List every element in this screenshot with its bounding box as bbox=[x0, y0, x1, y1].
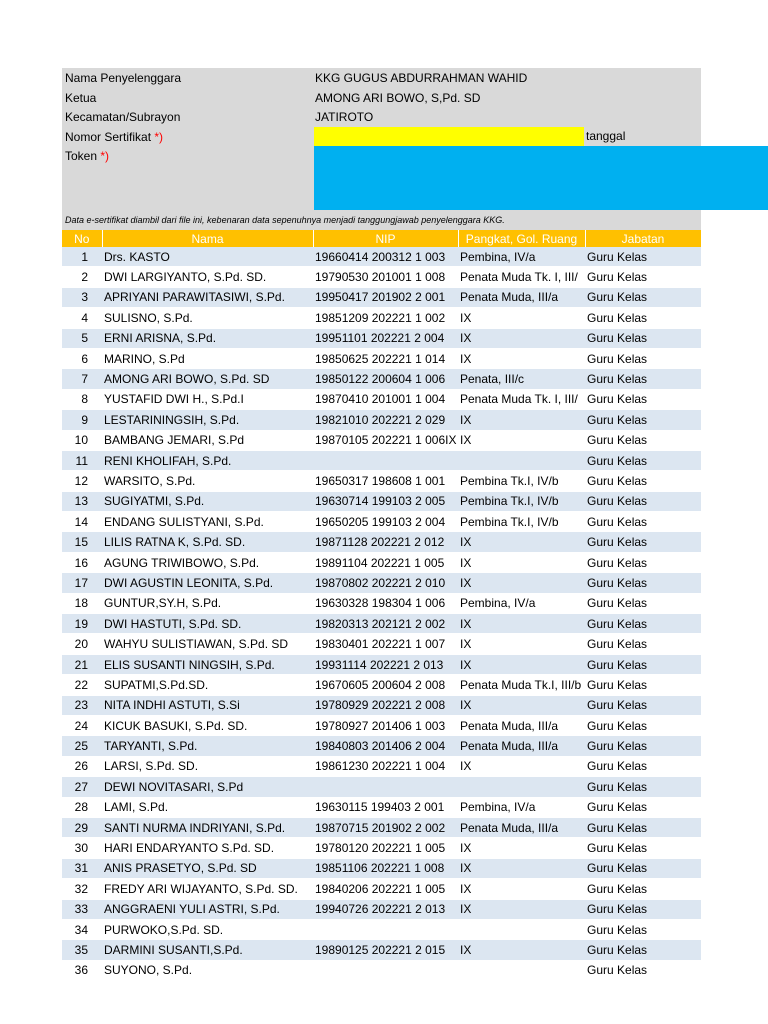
cell-pangkat[interactable] bbox=[458, 777, 585, 797]
table-header-row bbox=[62, 230, 701, 247]
value-kecamatan: JATIROTO bbox=[315, 110, 374, 124]
table-row bbox=[62, 777, 701, 797]
cell-pangkat[interactable]: IX bbox=[458, 573, 585, 593]
cell-nip[interactable]: 19870802 202221 2 010 bbox=[313, 573, 458, 593]
cell-nama[interactable]: DARMINI SUSANTI,S.Pd. bbox=[102, 940, 313, 960]
cell-nip[interactable]: 19840206 202221 1 005 bbox=[313, 879, 458, 899]
cell-jabatan[interactable]: Guru Kelas bbox=[585, 736, 701, 756]
cell-jabatan[interactable]: Guru Kelas bbox=[585, 940, 701, 960]
cell-nip[interactable]: 19870410 201001 1 004 bbox=[313, 389, 458, 409]
cell-nama[interactable]: SUPATMI,S.Pd.SD. bbox=[102, 675, 313, 695]
table-row bbox=[62, 756, 701, 776]
cell-pangkat[interactable]: IX bbox=[458, 654, 585, 674]
cell-nama[interactable]: APRIYANI PARAWITASIWI, S.Pd. bbox=[102, 287, 313, 307]
column-header-no: No bbox=[62, 230, 102, 247]
cell-jabatan[interactable]: Guru Kelas bbox=[585, 838, 701, 858]
cell-no[interactable]: 6 bbox=[62, 348, 102, 368]
table-row bbox=[62, 573, 701, 593]
cell-pangkat[interactable]: IX bbox=[458, 614, 585, 634]
cell-no[interactable]: 5 bbox=[62, 328, 102, 348]
cell-jabatan[interactable]: Guru Kelas bbox=[585, 756, 701, 776]
cell-no[interactable]: 36 bbox=[62, 960, 102, 980]
cell-jabatan[interactable]: Guru Kelas bbox=[585, 247, 701, 267]
cell-nip[interactable]: 19850625 202221 1 014 bbox=[313, 348, 458, 368]
cell-pangkat[interactable]: Penata, III/c bbox=[458, 369, 585, 389]
cell-jabatan[interactable]: Guru Kelas bbox=[585, 471, 701, 491]
table-row bbox=[62, 879, 701, 899]
cell-nip[interactable]: 19871128 202221 2 012 bbox=[313, 532, 458, 552]
cell-pangkat[interactable]: Pembina, IV/a bbox=[458, 797, 585, 817]
table-row bbox=[62, 695, 701, 715]
cell-jabatan[interactable]: Guru Kelas bbox=[585, 267, 701, 287]
table-row bbox=[62, 450, 701, 470]
cell-nip[interactable]: 19630115 199403 2 001 bbox=[313, 797, 458, 817]
cell-nip[interactable]: 19940726 202221 2 013 bbox=[313, 899, 458, 919]
cell-no[interactable]: 20 bbox=[62, 634, 102, 654]
cell-no[interactable]: 24 bbox=[62, 715, 102, 735]
table-row bbox=[62, 960, 701, 980]
table-row bbox=[62, 817, 701, 837]
cell-nip[interactable]: 19821010 202221 2 029 bbox=[313, 410, 458, 430]
cell-nama[interactable]: DWI AGUSTIN LEONITA, S.Pd. bbox=[102, 573, 313, 593]
table-row bbox=[62, 634, 701, 654]
cell-nip[interactable] bbox=[313, 919, 458, 939]
cell-pangkat[interactable]: IX bbox=[458, 879, 585, 899]
cell-nip[interactable]: 19890125 202221 2 015 bbox=[313, 940, 458, 960]
cell-pangkat[interactable]: Pembina, IV/a bbox=[458, 247, 585, 267]
cell-jabatan[interactable]: Guru Kelas bbox=[585, 573, 701, 593]
cell-pangkat[interactable]: IX bbox=[458, 858, 585, 878]
cell-pangkat[interactable]: IX bbox=[458, 838, 585, 858]
cell-no[interactable]: 17 bbox=[62, 573, 102, 593]
cell-nama[interactable]: LARSI, S.Pd. SD. bbox=[102, 756, 313, 776]
cell-pangkat[interactable]: IX bbox=[458, 328, 585, 348]
cell-jabatan[interactable]: Guru Kelas bbox=[585, 552, 701, 572]
cell-nip[interactable]: 19630328 198304 1 006 bbox=[313, 593, 458, 613]
cell-jabatan[interactable]: Guru Kelas bbox=[585, 960, 701, 980]
cell-nama[interactable]: ENDANG SULISTYANI, S.Pd. bbox=[102, 512, 313, 532]
cell-nip[interactable]: 19850122 200604 1 006 bbox=[313, 369, 458, 389]
cell-pangkat[interactable] bbox=[458, 919, 585, 939]
cell-no[interactable]: 14 bbox=[62, 512, 102, 532]
table-row bbox=[62, 267, 701, 287]
cell-pangkat[interactable]: Penata Muda Tk.I, III/b bbox=[458, 675, 585, 695]
cell-nip[interactable]: 19870715 201902 2 002 bbox=[313, 817, 458, 837]
table-row bbox=[62, 675, 701, 695]
cell-pangkat[interactable]: IX bbox=[458, 348, 585, 368]
cell-nama[interactable]: LAMI, S.Pd. bbox=[102, 797, 313, 817]
cell-nama[interactable]: DWI HASTUTI, S.Pd. SD. bbox=[102, 614, 313, 634]
cell-pangkat[interactable] bbox=[458, 960, 585, 980]
cell-no[interactable]: 21 bbox=[62, 654, 102, 674]
cell-nama[interactable]: Drs. KASTO bbox=[102, 247, 313, 267]
cell-nama[interactable]: AGUNG TRIWIBOWO, S.Pd. bbox=[102, 552, 313, 572]
cell-nip[interactable]: 19820313 202121 2 002 bbox=[313, 614, 458, 634]
cell-no[interactable]: 7 bbox=[62, 369, 102, 389]
table-row bbox=[62, 797, 701, 817]
cell-nama[interactable]: FREDY ARI WIJAYANTO, S.Pd. SD. bbox=[102, 879, 313, 899]
cell-no[interactable]: 32 bbox=[62, 879, 102, 899]
cell-jabatan[interactable]: Guru Kelas bbox=[585, 614, 701, 634]
spreadsheet bbox=[62, 68, 701, 981]
label-token: Token *) bbox=[65, 149, 110, 163]
cell-pangkat[interactable]: Penata Muda Tk. I, III/ bbox=[458, 389, 585, 409]
table-row bbox=[62, 899, 701, 919]
cell-nip[interactable]: 19950417 201902 2 001 bbox=[313, 287, 458, 307]
value-nama-penyelenggara: KKG GUGUS ABDURRAHMAN WAHID bbox=[315, 71, 528, 85]
tanggal-label: tanggal bbox=[586, 129, 626, 143]
cell-jabatan[interactable]: Guru Kelas bbox=[585, 328, 701, 348]
cell-nip[interactable] bbox=[313, 960, 458, 980]
cell-no[interactable]: 18 bbox=[62, 593, 102, 613]
cell-pangkat[interactable]: Pembina, IV/a bbox=[458, 593, 585, 613]
table-row bbox=[62, 369, 701, 389]
table-row bbox=[62, 532, 701, 552]
cell-no[interactable]: 22 bbox=[62, 675, 102, 695]
cell-nama[interactable]: WARSITO, S.Pd. bbox=[102, 471, 313, 491]
cell-jabatan[interactable]: Guru Kelas bbox=[585, 858, 701, 878]
table-row bbox=[62, 593, 701, 613]
header-block bbox=[62, 68, 701, 210]
cell-pangkat[interactable]: Penata Muda, III/a bbox=[458, 736, 585, 756]
cell-pangkat[interactable] bbox=[458, 450, 585, 470]
cell-nip[interactable]: 19951101 202221 2 004 bbox=[313, 328, 458, 348]
cell-no[interactable]: 9 bbox=[62, 410, 102, 430]
cell-no[interactable]: 3 bbox=[62, 287, 102, 307]
cell-no[interactable]: 35 bbox=[62, 940, 102, 960]
cell-no[interactable]: 10 bbox=[62, 430, 102, 450]
cell-jabatan[interactable]: Guru Kelas bbox=[585, 797, 701, 817]
cell-nama[interactable]: ERNI ARISNA, S.Pd. bbox=[102, 328, 313, 348]
disclaimer-note: Data e-sertifikat diambil dari file ini, kebenaran data sepenuhnya menjadi tanggungjawab penyelenggara KKG. bbox=[62, 210, 701, 230]
table-row bbox=[62, 838, 701, 858]
cell-no[interactable]: 29 bbox=[62, 817, 102, 837]
cell-pangkat[interactable]: IX bbox=[458, 899, 585, 919]
cell-pangkat[interactable]: IX bbox=[458, 430, 585, 450]
cell-nip[interactable]: 19851209 202221 1 002 bbox=[313, 308, 458, 328]
label-kecamatan: Kecamatan/Subrayon bbox=[65, 110, 181, 124]
table-row bbox=[62, 287, 701, 307]
cell-pangkat[interactable]: IX bbox=[458, 552, 585, 572]
table-row bbox=[62, 614, 701, 634]
table-row bbox=[62, 715, 701, 735]
cell-nama[interactable]: DWI LARGIYANTO, S.Pd. SD. bbox=[102, 267, 313, 287]
cell-no[interactable]: 13 bbox=[62, 491, 102, 511]
cell-jabatan[interactable]: Guru Kelas bbox=[585, 695, 701, 715]
cell-jabatan[interactable]: Guru Kelas bbox=[585, 410, 701, 430]
cell-nama[interactable]: SUYONO, S.Pd. bbox=[102, 960, 313, 980]
cell-pangkat[interactable]: IX bbox=[458, 410, 585, 430]
cell-nama[interactable]: KICUK BASUKI, S.Pd. SD. bbox=[102, 715, 313, 735]
cell-jabatan[interactable]: Guru Kelas bbox=[585, 348, 701, 368]
table-row bbox=[62, 348, 701, 368]
cell-nip[interactable]: 19630714 199103 2 005 bbox=[313, 491, 458, 511]
table-row bbox=[62, 328, 701, 348]
cell-pangkat[interactable]: IX bbox=[458, 756, 585, 776]
participants-table bbox=[62, 230, 702, 981]
cell-pangkat[interactable]: IX bbox=[458, 940, 585, 960]
cell-pangkat[interactable]: Penata Muda Tk. I, III/ bbox=[458, 267, 585, 287]
cell-nama[interactable]: GUNTUR,SY.H, S.Pd. bbox=[102, 593, 313, 613]
cell-nama[interactable]: PURWOKO,S.Pd. SD. bbox=[102, 919, 313, 939]
cell-pangkat[interactable]: Pembina Tk.I, IV/b bbox=[458, 491, 585, 511]
table-row bbox=[62, 430, 701, 450]
cell-nama[interactable]: ANGGRAENI YULI ASTRI, S.Pd. bbox=[102, 899, 313, 919]
table-row bbox=[62, 919, 701, 939]
cell-pangkat[interactable]: IX bbox=[458, 308, 585, 328]
table-row bbox=[62, 654, 701, 674]
cell-jabatan[interactable]: Guru Kelas bbox=[585, 593, 701, 613]
token-input[interactable] bbox=[314, 146, 768, 210]
value-ketua: AMONG ARI BOWO, S,Pd. SD bbox=[315, 90, 481, 105]
cell-nip[interactable]: 19790530 201001 1 008 bbox=[313, 267, 458, 287]
cell-nama[interactable]: TARYANTI, S.Pd. bbox=[102, 736, 313, 756]
table-row bbox=[62, 736, 701, 756]
nomor-sertifikat-input[interactable] bbox=[314, 127, 584, 146]
cell-no[interactable]: 23 bbox=[62, 695, 102, 715]
cell-jabatan[interactable]: Guru Kelas bbox=[585, 430, 701, 450]
cell-no[interactable]: 11 bbox=[62, 450, 102, 470]
table-row bbox=[62, 552, 701, 572]
cell-nip[interactable]: 19780120 202221 1 005 bbox=[313, 838, 458, 858]
cell-nama[interactable]: ELIS SUSANTI NINGSIH, S.Pd. bbox=[102, 654, 313, 674]
cell-jabatan[interactable]: Guru Kelas bbox=[585, 777, 701, 797]
cell-jabatan[interactable]: Guru Kelas bbox=[585, 879, 701, 899]
table-row bbox=[62, 389, 701, 409]
cell-nip[interactable]: 19931114 202221 2 013 bbox=[313, 654, 458, 674]
cell-pangkat[interactable]: Penata Muda, III/a bbox=[458, 817, 585, 837]
cell-no[interactable]: 19 bbox=[62, 614, 102, 634]
cell-jabatan[interactable]: Guru Kelas bbox=[585, 899, 701, 919]
required-mark: *) bbox=[100, 149, 110, 163]
required-mark: *) bbox=[154, 129, 164, 144]
cell-no[interactable]: 30 bbox=[62, 838, 102, 858]
cell-nama[interactable]: LESTARININGSIH, S.Pd. bbox=[102, 410, 313, 430]
cell-no[interactable]: 4 bbox=[62, 308, 102, 328]
column-header-pangkat: Pangkat, Gol. Ruang bbox=[458, 230, 585, 247]
label-nomor-sertifikat: Nomor Sertifikat *) bbox=[65, 129, 164, 144]
cell-nip[interactable]: 19861230 202221 1 004 bbox=[313, 756, 458, 776]
cell-no[interactable]: 34 bbox=[62, 919, 102, 939]
cell-nip[interactable]: 19660414 200312 1 003 bbox=[313, 247, 458, 267]
cell-nama[interactable]: YUSTAFID DWI H., S.Pd.I bbox=[102, 389, 313, 409]
cell-nip[interactable]: 19780927 201406 1 003 bbox=[313, 715, 458, 735]
cell-nip[interactable]: 19870105 202221 1 006IX bbox=[313, 430, 458, 450]
cell-nip[interactable] bbox=[313, 450, 458, 470]
column-header-nama: Nama bbox=[102, 230, 313, 247]
cell-nip[interactable]: 19840803 201406 2 004 bbox=[313, 736, 458, 756]
cell-pangkat[interactable]: IX bbox=[458, 634, 585, 654]
cell-jabatan[interactable]: Guru Kelas bbox=[585, 287, 701, 307]
cell-nama[interactable]: SULISNO, S.Pd. bbox=[102, 308, 313, 328]
cell-jabatan[interactable]: Guru Kelas bbox=[585, 919, 701, 939]
cell-nama[interactable]: BAMBANG JEMARI, S.Pd bbox=[102, 430, 313, 450]
cell-no[interactable]: 16 bbox=[62, 552, 102, 572]
table-row bbox=[62, 471, 701, 491]
table-row bbox=[62, 247, 701, 267]
cell-no[interactable]: 12 bbox=[62, 471, 102, 491]
column-header-nip: NIP bbox=[313, 230, 458, 247]
cell-jabatan[interactable]: Guru Kelas bbox=[585, 491, 701, 511]
cell-nip[interactable]: 19830401 202221 1 007 bbox=[313, 634, 458, 654]
table-row bbox=[62, 491, 701, 511]
cell-nama[interactable]: MARINO, S.Pd bbox=[102, 348, 313, 368]
cell-nama[interactable]: HARI ENDARYANTO S.Pd. SD. bbox=[102, 838, 313, 858]
cell-jabatan[interactable]: Guru Kelas bbox=[585, 715, 701, 735]
cell-no[interactable]: 15 bbox=[62, 532, 102, 552]
cell-nip[interactable]: 19891104 202221 1 005 bbox=[313, 552, 458, 572]
cell-nip[interactable]: 19670605 200604 2 008 bbox=[313, 675, 458, 695]
cell-pangkat[interactable]: IX bbox=[458, 695, 585, 715]
cell-no[interactable]: 28 bbox=[62, 797, 102, 817]
cell-nama[interactable]: RENI KHOLIFAH, S.Pd. bbox=[102, 450, 313, 470]
cell-jabatan[interactable]: Guru Kelas bbox=[585, 817, 701, 837]
cell-no[interactable]: 31 bbox=[62, 858, 102, 878]
cell-nip[interactable]: 19650205 199103 2 004 bbox=[313, 512, 458, 532]
cell-nama[interactable]: SUGIYATMI, S.Pd. bbox=[102, 491, 313, 511]
table-row bbox=[62, 858, 701, 878]
cell-pangkat[interactable]: Penata Muda, III/a bbox=[458, 715, 585, 735]
cell-no[interactable]: 33 bbox=[62, 899, 102, 919]
cell-nama[interactable]: DEWI NOVITASARI, S.Pd bbox=[102, 777, 313, 797]
cell-jabatan[interactable]: Guru Kelas bbox=[585, 369, 701, 389]
cell-nama[interactable]: WAHYU SULISTIAWAN, S.Pd. SD bbox=[102, 634, 313, 654]
table-row bbox=[62, 512, 701, 532]
cell-pangkat[interactable]: Pembina Tk.I, IV/b bbox=[458, 471, 585, 491]
cell-nama[interactable]: NITA INDHI ASTUTI, S.Si bbox=[102, 695, 313, 715]
cell-nama[interactable]: ANIS PRASETYO, S.Pd. SD bbox=[102, 858, 313, 878]
cell-jabatan[interactable]: Guru Kelas bbox=[585, 532, 701, 552]
label-nama-penyelenggara: Nama Penyelenggara bbox=[65, 71, 182, 85]
cell-no[interactable]: 25 bbox=[62, 736, 102, 756]
cell-jabatan[interactable]: Guru Kelas bbox=[585, 450, 701, 470]
cell-no[interactable]: 27 bbox=[62, 777, 102, 797]
table-row bbox=[62, 308, 701, 328]
label-ketua: Ketua bbox=[65, 90, 97, 105]
cell-no[interactable]: 26 bbox=[62, 756, 102, 776]
cell-no[interactable]: 8 bbox=[62, 389, 102, 409]
cell-pangkat[interactable]: IX bbox=[458, 532, 585, 552]
cell-no[interactable]: 2 bbox=[62, 267, 102, 287]
cell-nip[interactable]: 19650317 198608 1 001 bbox=[313, 471, 458, 491]
cell-jabatan[interactable]: Guru Kelas bbox=[585, 512, 701, 532]
cell-nama[interactable]: LILIS RATNA K, S.Pd. SD. bbox=[102, 532, 313, 552]
cell-nama[interactable]: AMONG ARI BOWO, S.Pd. SD bbox=[102, 369, 313, 389]
cell-no[interactable]: 1 bbox=[62, 247, 102, 267]
cell-nip[interactable]: 19851106 202221 1 008 bbox=[313, 858, 458, 878]
cell-nip[interactable] bbox=[313, 777, 458, 797]
table-row bbox=[62, 940, 701, 960]
cell-jabatan[interactable]: Guru Kelas bbox=[585, 654, 701, 674]
column-header-jabatan: Jabatan bbox=[585, 230, 701, 247]
cell-jabatan[interactable]: Guru Kelas bbox=[585, 308, 701, 328]
cell-jabatan[interactable]: Guru Kelas bbox=[585, 634, 701, 654]
cell-nama[interactable]: SANTI NURMA INDRIYANI, S.Pd. bbox=[102, 817, 313, 837]
cell-nip[interactable]: 19780929 202221 2 008 bbox=[313, 695, 458, 715]
cell-jabatan[interactable]: Guru Kelas bbox=[585, 389, 701, 409]
cell-pangkat[interactable]: Pembina Tk.I, IV/b bbox=[458, 512, 585, 532]
table-row bbox=[62, 410, 701, 430]
cell-pangkat[interactable]: Penata Muda, III/a bbox=[458, 287, 585, 307]
cell-jabatan[interactable]: Guru Kelas bbox=[585, 675, 701, 695]
